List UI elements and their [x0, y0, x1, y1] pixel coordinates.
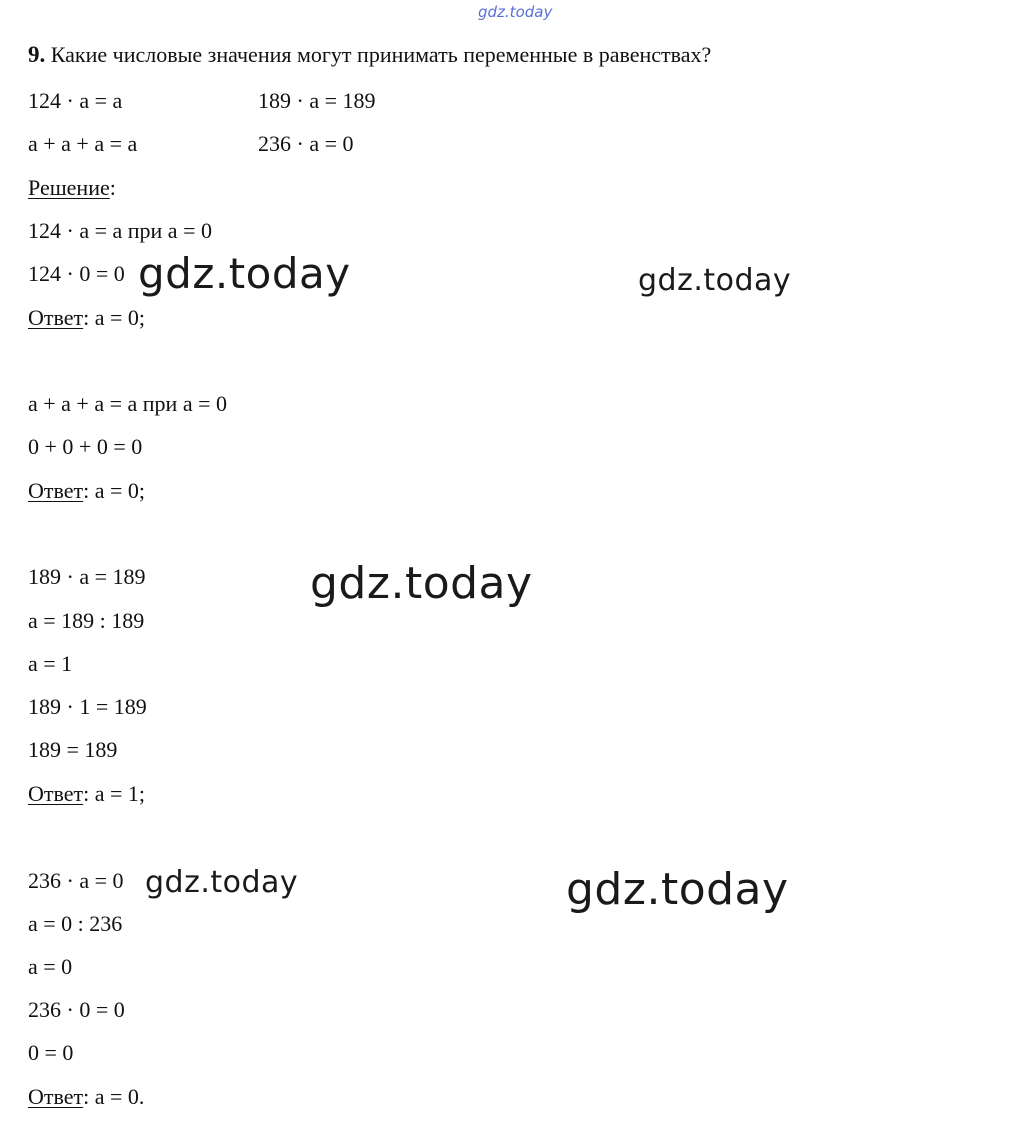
equation-4: 236 · a = 0: [258, 131, 354, 156]
task-question: Какие числовые значения могут принимать переменные в равенствах?: [50, 42, 712, 67]
block2-line2: 0 + 0 + 0 = 0: [28, 434, 143, 459]
block4-line4: 236 · 0 = 0: [28, 997, 125, 1022]
block1-line1: 124 · a = a при a = 0: [28, 218, 212, 243]
block3-line4: 189 · 1 = 189: [28, 694, 147, 719]
watermark: gdz.today: [310, 558, 533, 609]
equation-1: 124 · a = a: [28, 88, 123, 113]
watermark-top: gdz.today: [478, 3, 553, 21]
solution-label: Решение: [28, 175, 110, 200]
block3-line2: a = 189 : 189: [28, 608, 145, 633]
answer-value: : a = 0.: [83, 1084, 145, 1109]
block4-line3: a = 0: [28, 954, 73, 979]
solution-colon: :: [109, 175, 116, 200]
watermark: gdz.today: [638, 263, 792, 298]
watermark: gdz.today: [566, 864, 789, 915]
block4-line5: 0 = 0: [28, 1040, 74, 1065]
solution-heading: [28, 175, 116, 201]
block4-answer: [28, 1084, 144, 1110]
answer-label: Ответ: [28, 1084, 84, 1109]
block1-line2: 124 · 0 = 0: [28, 261, 125, 286]
equation-3: a + a + a = a: [28, 131, 138, 156]
task-number: 9.: [28, 42, 46, 67]
answer-label: Ответ: [28, 781, 84, 806]
block1-answer: [28, 305, 145, 331]
watermark: gdz.today: [145, 865, 299, 900]
block2-line1: a + a + a = a при a = 0: [28, 391, 227, 416]
block3-line3: a = 1: [28, 651, 73, 676]
block3-answer: [28, 781, 145, 807]
block3-line1: 189 · a = 189: [28, 564, 146, 589]
answer-value: : a = 0;: [83, 305, 146, 330]
block3-line5: 189 = 189: [28, 737, 118, 762]
task-statement: [28, 42, 711, 68]
answer-value: : a = 0;: [83, 478, 146, 503]
block4-line2: a = 0 : 236: [28, 911, 123, 936]
answer-value: : a = 1;: [83, 781, 146, 806]
block2-answer: [28, 478, 145, 504]
answer-label: Ответ: [28, 478, 84, 503]
block4-line1: 236 · a = 0: [28, 868, 124, 893]
watermark: gdz.today: [138, 249, 351, 298]
equation-2: 189 · a = 189: [258, 88, 376, 113]
answer-label: Ответ: [28, 305, 84, 330]
